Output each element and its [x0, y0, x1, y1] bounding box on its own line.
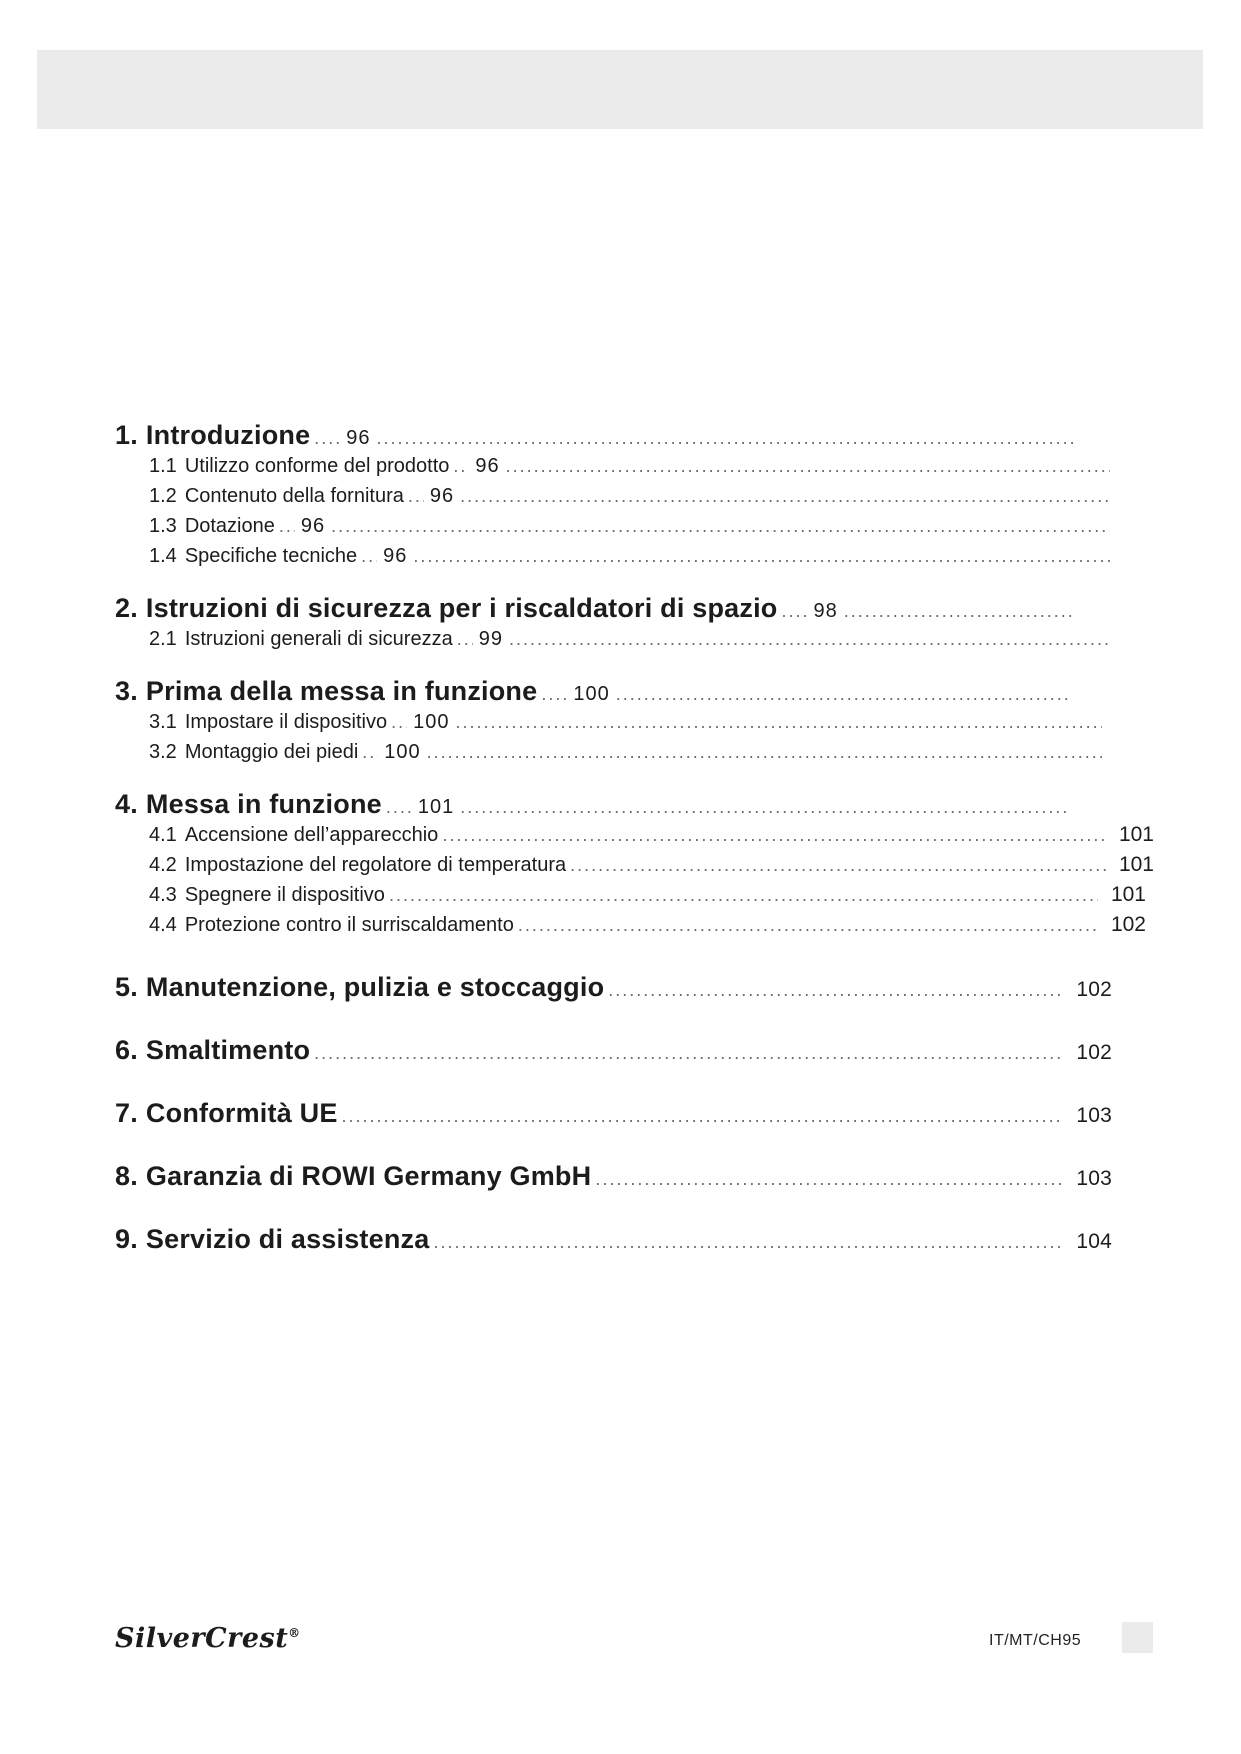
toc-page: 96 — [429, 485, 455, 507]
leader-dots — [433, 1232, 1064, 1253]
toc-page: 96 — [346, 427, 371, 449]
leader-dots — [361, 541, 377, 571]
toc-title: Manutenzione, pulizia e stoccaggio — [145, 972, 605, 1002]
leader-dots — [342, 1106, 1064, 1127]
toc-title: Impostazione del regolatore di temperatura — [184, 854, 567, 876]
toc-entry-4-2[interactable] — [115, 850, 1154, 880]
toc-number: 4.2 — [149, 854, 177, 876]
toc-title: Accensione dell’apparecchio — [184, 824, 439, 846]
toc-page: 102 — [1076, 978, 1112, 1001]
toc-entry-3-1[interactable] — [115, 707, 1106, 737]
toc-page: 102 — [1076, 1041, 1112, 1064]
toc-page: 104 — [1076, 1230, 1112, 1253]
leader-dots — [362, 737, 378, 767]
leader-dots — [391, 707, 407, 737]
toc-title: Impostare il dispositivo — [184, 711, 388, 733]
toc-number: 3. — [115, 676, 138, 706]
toc-title: Contenuto della fornitura — [184, 485, 404, 507]
toc-entry-3-2[interactable] — [115, 737, 1106, 767]
toc-entry-9[interactable] — [115, 1224, 1112, 1255]
leader-dots — [453, 451, 469, 481]
toc-entry-2-1[interactable] — [115, 624, 1114, 654]
toc-title: Protezione contro il surriscaldamento — [184, 914, 514, 936]
toc-entry-4-1[interactable] — [115, 820, 1154, 850]
leader-dots — [457, 624, 473, 654]
toc-entry-1[interactable] — [115, 420, 1080, 451]
toc-entry-1-1[interactable] — [115, 451, 1114, 481]
toc-number: 1.1 — [149, 455, 177, 477]
toc-page: 96 — [475, 455, 500, 477]
toc-title: Servizio di assistenza — [145, 1224, 430, 1254]
toc-page: 100 — [413, 711, 450, 733]
leader-dots — [279, 511, 295, 541]
toc-entry-5[interactable] — [115, 972, 1112, 1003]
leader-dots — [616, 684, 1068, 705]
toc-title: Prima della messa in funzione — [145, 676, 538, 706]
toc-number: 4.4 — [149, 914, 177, 936]
leader-dots — [314, 428, 340, 449]
toc-entry-4-4[interactable] — [115, 910, 1146, 940]
toc-entry-1-4[interactable] — [115, 541, 1114, 571]
toc-page: 96 — [300, 515, 326, 537]
toc-entry-2[interactable] — [115, 593, 1080, 624]
leader-dots — [509, 624, 1110, 654]
toc-title: Specifiche tecniche — [184, 545, 358, 567]
toc-number: 1. — [115, 420, 138, 450]
registered-mark: ® — [288, 1626, 301, 1640]
toc-page: 103 — [1076, 1167, 1112, 1190]
header-band — [37, 50, 1203, 129]
toc-title: Messa in funzione — [145, 789, 382, 819]
leader-dots — [460, 481, 1110, 511]
toc-page: 100 — [573, 683, 610, 705]
page-code: IT/MT/CH95 — [989, 1632, 1082, 1649]
toc-number: 1.4 — [149, 545, 177, 567]
toc-title: Dotazione — [184, 515, 275, 537]
toc-number: 4.3 — [149, 884, 177, 906]
toc-title: Conformità UE — [145, 1098, 338, 1128]
leader-dots — [844, 601, 1076, 622]
toc-number: 3.2 — [149, 741, 177, 763]
toc-entry-1-3[interactable] — [115, 511, 1114, 541]
toc-number: 6. — [115, 1035, 138, 1065]
toc-number: 4. — [115, 789, 138, 819]
toc-entry-8[interactable] — [115, 1161, 1112, 1192]
table-of-contents — [115, 420, 1154, 1255]
leader-dots — [506, 451, 1110, 481]
toc-page: 99 — [478, 628, 503, 650]
toc-title: Garanzia di ROWI Germany GmbH — [145, 1161, 592, 1191]
leader-dots — [413, 541, 1110, 571]
toc-entry-4[interactable] — [115, 789, 1072, 820]
leader-dots — [408, 481, 424, 511]
leader-dots — [541, 684, 567, 705]
toc-number: 3.1 — [149, 711, 177, 733]
leader-dots — [608, 980, 1064, 1001]
toc-page: 101 — [1118, 853, 1154, 876]
toc-title: Istruzioni generali di sicurezza — [184, 628, 453, 650]
toc-number: 2. — [115, 593, 138, 623]
page-number-box — [1122, 1622, 1153, 1653]
toc-page: 102 — [1110, 913, 1146, 936]
toc-entry-7[interactable] — [115, 1098, 1112, 1129]
toc-number: 2.1 — [149, 628, 177, 650]
toc-page: 100 — [384, 741, 421, 763]
leader-dots — [456, 707, 1103, 737]
toc-title: Introduzione — [145, 420, 311, 450]
leader-dots — [427, 737, 1102, 767]
brand-name: SilverCrest — [115, 1623, 289, 1654]
leader-dots — [781, 601, 807, 622]
leader-dots — [314, 1043, 1064, 1064]
toc-title: Montaggio dei piedi — [184, 741, 359, 763]
toc-title: Utilizzo conforme del prodotto — [184, 455, 450, 477]
toc-page: 98 — [813, 600, 838, 622]
leader-dots — [595, 1169, 1064, 1190]
toc-title: Spegnere il dispositivo — [184, 884, 385, 906]
leader-dots — [331, 511, 1110, 541]
toc-entry-6[interactable] — [115, 1035, 1112, 1066]
toc-page: 101 — [417, 796, 455, 818]
leader-dots — [442, 820, 1106, 850]
toc-title: Smaltimento — [145, 1035, 311, 1065]
toc-number: 4.1 — [149, 824, 177, 846]
toc-number: 1.2 — [149, 485, 177, 507]
toc-page: 101 — [1118, 823, 1154, 846]
toc-number: 9. — [115, 1224, 138, 1254]
toc-page: 101 — [1110, 883, 1146, 906]
toc-number: 7. — [115, 1098, 138, 1128]
leader-dots — [518, 910, 1098, 940]
toc-title: Istruzioni di sicurezza per i riscaldatori di spazio — [145, 593, 778, 623]
leader-dots — [570, 850, 1106, 880]
leader-dots — [389, 880, 1098, 910]
leader-dots — [460, 797, 1068, 818]
toc-number: 1.3 — [149, 515, 177, 537]
toc-page: 96 — [383, 545, 408, 567]
leader-dots — [386, 797, 412, 818]
toc-number: 8. — [115, 1161, 138, 1191]
leader-dots — [377, 428, 1076, 449]
toc-entry-1-2[interactable] — [115, 481, 1114, 511]
brand-logo — [115, 1623, 301, 1654]
toc-page: 103 — [1076, 1104, 1112, 1127]
toc-number: 5. — [115, 972, 138, 1002]
toc-entry-4-3[interactable] — [115, 880, 1146, 910]
toc-entry-3[interactable] — [115, 676, 1072, 707]
